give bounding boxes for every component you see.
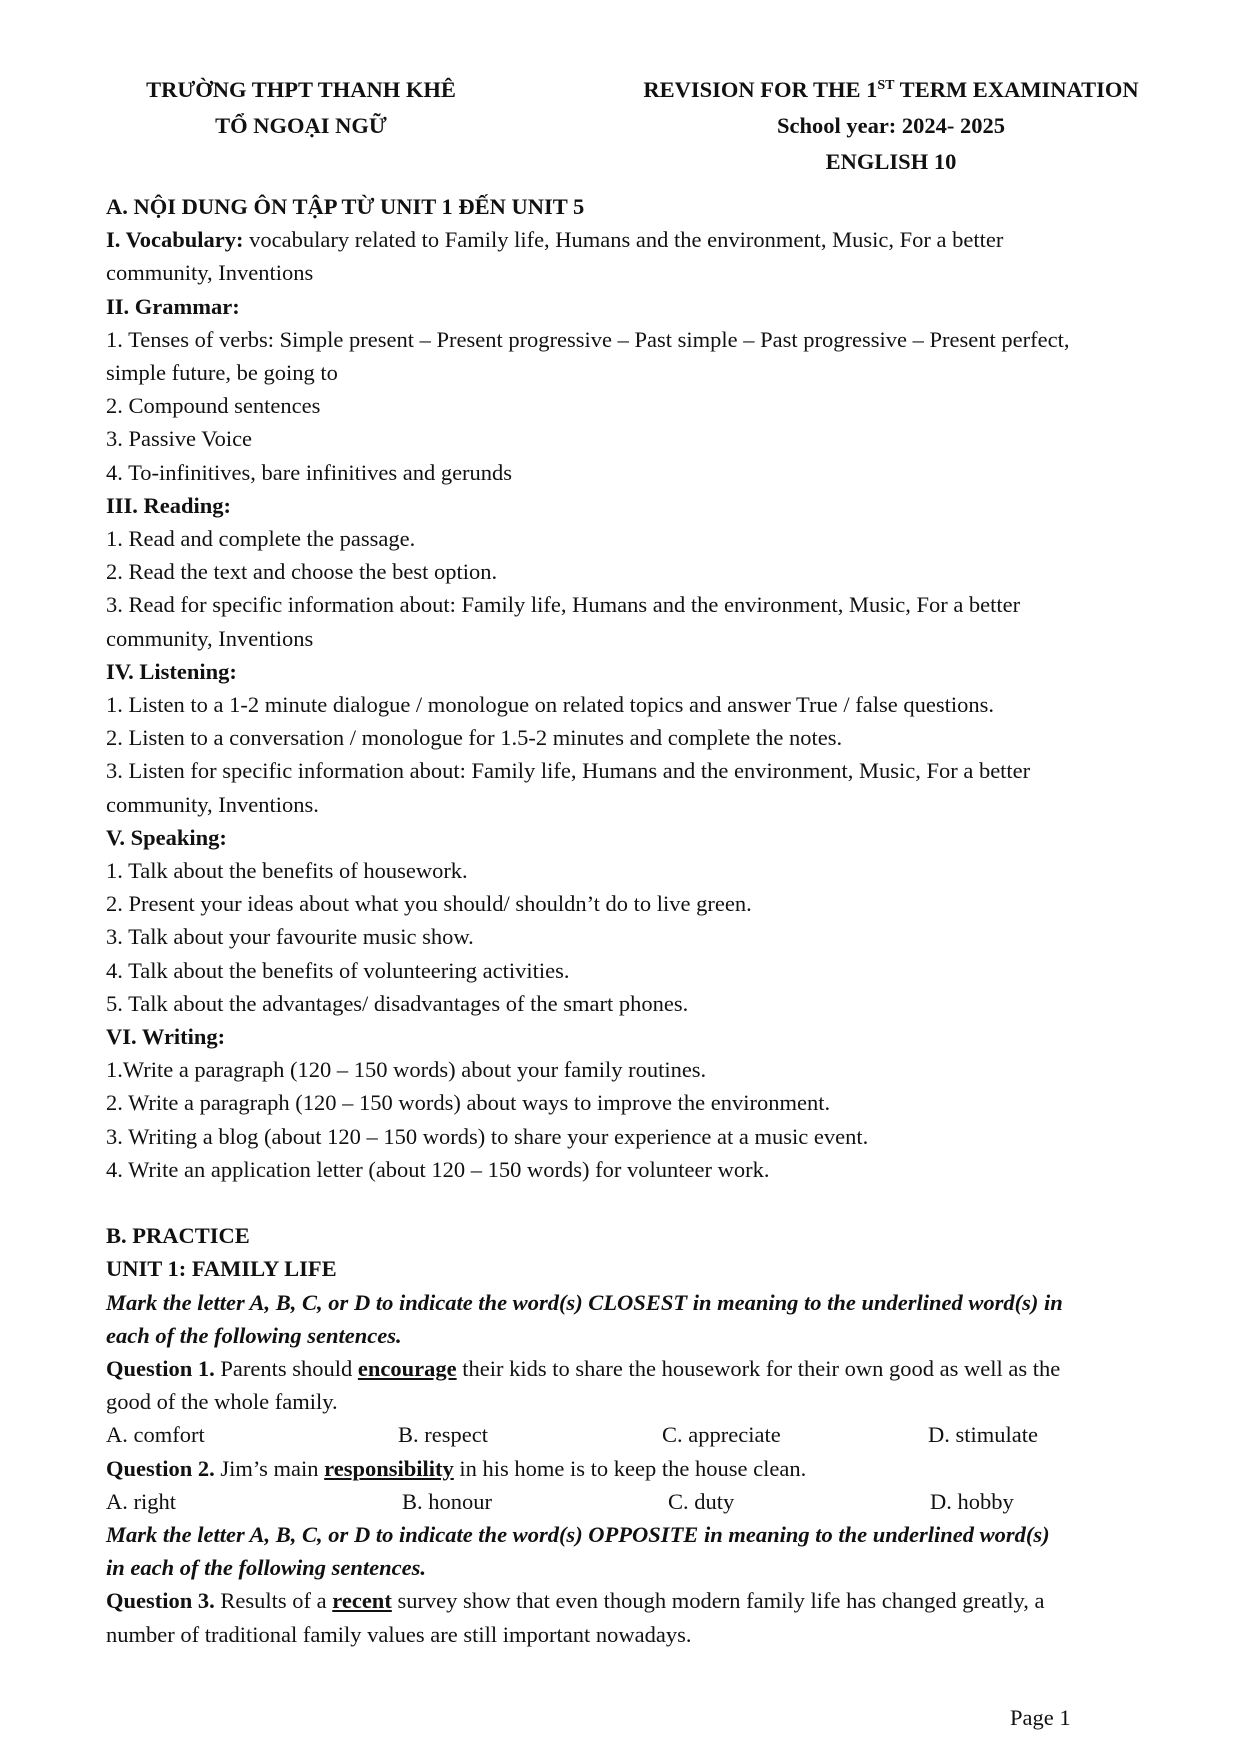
writing-heading: VI. Writing: xyxy=(106,1024,226,1050)
speaking-heading: V. Speaking: xyxy=(106,824,227,850)
writing-item: 1.Write a paragraph (120 – 150 words) about your family routines. xyxy=(106,1057,707,1083)
school-info xyxy=(106,72,496,144)
vocabulary-line-2: community, Inventions xyxy=(106,260,314,286)
listening-item: 3. Listen for specific information about: Family life, Humans and the environment, Music, For a better xyxy=(106,758,1031,784)
vocabulary-line: I. Vocabulary: vocabulary related to Family life, Humans and the environment, Music, For a better xyxy=(106,227,1004,253)
speaking-item: 2. Present your ideas about what you should/ shouldn’t do to live green. xyxy=(106,891,752,917)
option-a: A. right xyxy=(106,1488,176,1514)
underlined-word: responsibility xyxy=(324,1455,454,1481)
question-1: Question 1. Parents should encourage their kids to share the housework for their own good as well as the xyxy=(106,1355,1061,1381)
exam-title: REVISION FOR THE 1ST TERM EXAMINATION xyxy=(643,77,1139,102)
instruction-opposite-2: in each of the following sentences. xyxy=(106,1555,426,1581)
grammar-item: 4. To-infinitives, bare infinitives and gerunds xyxy=(106,459,513,485)
section-b xyxy=(106,1219,1186,1651)
option-c: C. appreciate xyxy=(662,1422,781,1448)
exam-info xyxy=(611,72,1171,180)
grammar-item: 2. Compound sentences xyxy=(106,393,321,419)
reading-heading: III. Reading: xyxy=(106,492,232,518)
reading-item: 3. Read for specific information about: Family life, Humans and the environment, Music, For a better xyxy=(106,592,1021,618)
underlined-word: encourage xyxy=(357,1355,457,1381)
option-d: D. hobby xyxy=(930,1488,1014,1514)
writing-item: 2. Write a paragraph (120 – 150 words) about ways to improve the environment. xyxy=(106,1090,831,1116)
reading-item: community, Inventions xyxy=(106,625,314,651)
unit-title: UNIT 1: FAMILY LIFE xyxy=(106,1256,337,1282)
grammar-item: 1. Tenses of verbs: Simple present – Present progressive – Past simple – Past progressive – Present perfect, xyxy=(106,326,1070,352)
question-2-options xyxy=(106,1485,1186,1518)
question-1-options xyxy=(106,1418,1186,1451)
question-3-line-2: number of traditional family values are still important nowadays. xyxy=(106,1621,692,1647)
listening-heading: IV. Listening: xyxy=(106,658,237,684)
reading-item: 2. Read the text and choose the best option. xyxy=(106,559,498,585)
instruction-closest: Mark the letter A, B, C, or D to indicate the word(s) CLOSEST in meaning to the underlined word(s) in xyxy=(106,1289,1063,1315)
section-a-title: A. NỘI DUNG ÔN TẬP TỪ UNIT 1 ĐẾN UNIT 5 xyxy=(106,194,585,219)
subject: ENGLISH 10 xyxy=(825,149,957,174)
instruction-closest-2: each of the following sentences. xyxy=(106,1322,402,1348)
option-b: B. honour xyxy=(402,1488,492,1514)
question-1-line-2: good of the whole family. xyxy=(106,1389,338,1415)
writing-item: 4. Write an application letter (about 120 – 150 words) for volunteer work. xyxy=(106,1156,770,1182)
question-3: Question 3. Results of a recent survey show that even though modern family life has changed greatly, a xyxy=(106,1588,1045,1614)
underlined-word: recent xyxy=(332,1588,392,1614)
listening-item: 1. Listen to a 1-2 minute dialogue / monologue on related topics and answer True / false questions. xyxy=(106,692,994,718)
grammar-item: 3. Passive Voice xyxy=(106,426,253,452)
option-b: B. respect xyxy=(398,1422,488,1448)
option-a: A. comfort xyxy=(106,1422,205,1448)
option-d: D. stimulate xyxy=(928,1422,1038,1448)
listening-item: 2. Listen to a conversation / monologue for 1.5-2 minutes and complete the notes. xyxy=(106,725,843,751)
speaking-item: 1. Talk about the benefits of housework. xyxy=(106,858,468,884)
reading-item: 1. Read and complete the passage. xyxy=(106,526,416,552)
option-c: C. duty xyxy=(668,1488,735,1514)
writing-item: 3. Writing a blog (about 120 – 150 words) to share your experience at a music event. xyxy=(106,1123,869,1149)
speaking-item: 3. Talk about your favourite music show. xyxy=(106,924,474,950)
section-b-title: B. PRACTICE xyxy=(106,1223,250,1249)
department-name: TỔ NGOẠI NGỮ xyxy=(215,113,387,138)
page-number: Page 1 xyxy=(1010,1705,1071,1730)
document-page xyxy=(106,72,1186,1651)
school-name: TRƯỜNG THPT THANH KHÊ xyxy=(146,77,456,102)
section-a xyxy=(106,190,1186,1186)
grammar-heading: II. Grammar: xyxy=(106,293,240,319)
grammar-item: simple future, be going to xyxy=(106,360,338,386)
document-header xyxy=(106,72,1186,190)
speaking-item: 5. Talk about the advantages/ disadvantages of the smart phones. xyxy=(106,990,689,1016)
section-spacer xyxy=(106,1186,1186,1219)
school-year: School year: 2024- 2025 xyxy=(776,113,1006,138)
speaking-item: 4. Talk about the benefits of volunteering activities. xyxy=(106,957,570,983)
question-2: Question 2. Jim’s main responsibility in his home is to keep the house clean. xyxy=(106,1455,807,1481)
instruction-opposite: Mark the letter A, B, C, or D to indicate the word(s) OPPOSITE in meaning to the underlined word(s) xyxy=(106,1521,1050,1547)
listening-item: community, Inventions. xyxy=(106,791,319,817)
